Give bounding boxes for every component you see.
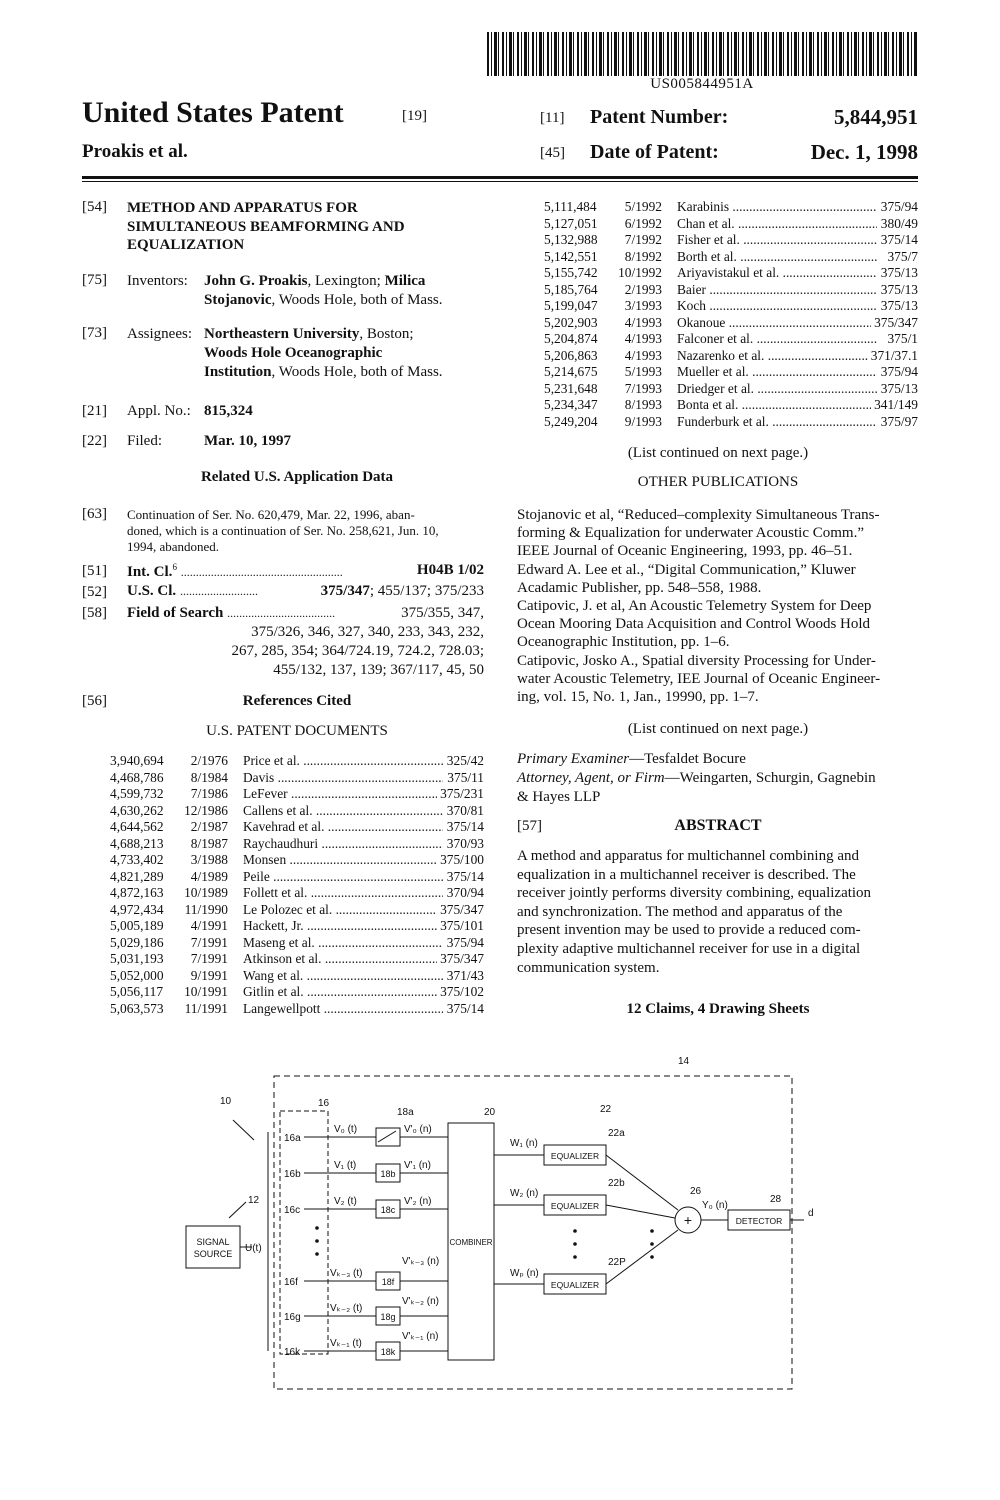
channel-out-label-5: V'ₖ₋₁ (n) xyxy=(402,1331,439,1342)
reference-row xyxy=(544,232,918,249)
ref-inventor: Fisher et al. ..... xyxy=(677,232,877,249)
ref-patent-number: 5,111,484 xyxy=(544,199,597,214)
ref-class: 375/100 xyxy=(437,852,484,869)
right-reference-table xyxy=(544,199,918,430)
ref-class: 371/37.1 xyxy=(868,348,918,365)
ref-patent-number: 5,031,193 xyxy=(110,951,164,966)
inid-code-75: [75] xyxy=(82,272,107,288)
ref-label-12: 12 xyxy=(248,1195,260,1206)
ref-class: 370/94 xyxy=(444,885,484,902)
reference-row xyxy=(544,397,918,414)
ref-patent-number: 5,005,189 xyxy=(110,918,164,933)
ref-class: 375/14 xyxy=(444,819,484,836)
ref-date: 2/1976 xyxy=(190,753,228,768)
ref-class: 375/14 xyxy=(444,1001,484,1018)
ref-date: 2/1993 xyxy=(624,281,662,297)
ref-class: 375/13 xyxy=(878,282,918,299)
ref-class: 375/13 xyxy=(878,381,918,398)
ref-patent-number: 4,468,786 xyxy=(110,769,164,785)
output-d-label: d xyxy=(808,1208,814,1219)
reference-row xyxy=(544,331,918,348)
inid-code-45: [45] xyxy=(540,145,565,161)
ref-date: 5/1992 xyxy=(624,199,662,214)
ref-date: 2/1987 xyxy=(190,819,228,834)
ref-inventor: Mueller et al. ..... xyxy=(677,364,877,381)
ref-date: 6/1992 xyxy=(624,215,662,231)
ref-class: 325/42 xyxy=(444,753,484,770)
ref-inventor: LeFever ..... xyxy=(243,786,443,803)
port-label-16k: 16k xyxy=(284,1347,301,1358)
ref-date: 4/1993 xyxy=(624,331,662,346)
ref-date: 3/1993 xyxy=(624,298,662,313)
ref-date: 4/1991 xyxy=(190,918,228,933)
invention-title: METHOD AND APPARATUS FOR SIMULTANEOUS BEAMFORMING AND EQUALIZATION xyxy=(127,200,405,253)
ref-class: 375/347 xyxy=(871,315,918,332)
ref-date: 8/1984 xyxy=(190,769,228,785)
ref-patent-number: 5,234,347 xyxy=(544,397,598,412)
ref-inventor: Hackett, Jr. ..... xyxy=(243,918,443,935)
reference-row xyxy=(544,282,918,299)
reference-row xyxy=(110,885,484,902)
ref-patent-number: 4,644,562 xyxy=(110,819,164,834)
ref-inventor: Funderburk et al. ..... xyxy=(677,414,877,431)
patent-date: Dec. 1, 1998 xyxy=(810,140,918,164)
ref-label-22b: 22b xyxy=(608,1178,625,1189)
barcode-number: US005844951A xyxy=(650,76,754,92)
sampler-label-18f: 18f xyxy=(381,1277,395,1287)
ref-class: 375/97 xyxy=(878,414,918,431)
reference-row xyxy=(110,852,484,869)
inventors: John G. Proakis, Lexington; Milica Stojanovic, Woods Hole, both of Mass. xyxy=(204,273,443,308)
ref-class: 375/14 xyxy=(878,232,918,249)
ref-patent-number: 5,185,764 xyxy=(544,281,598,297)
header-rule-thick xyxy=(82,176,918,179)
other-publications: Stojanovic et al, “Reduced–complexity Simultaneous Trans- forming & Equalization for underwater Acoustic Comm.” IEEE Journal of Oceanic Engineering, 1993, pp. 46–51. Edward A. Lee et al., “Digital Communication,” Kluwer Acadamic Publisher, pp. 548–558, 1988. Catipovic, J. et al, An Acoustic Telemetry System for Deep Ocean Mooring Data Acquisition and Control Woods Hold Oceanographic Institution, pp. 1–6. Catipovic, Josko A., Spatial diversity Processing for Under- water Acoustic Telemetry, IEE Journal of Oceanic Engineer- ing, vol. 15, No. 1, Jan., 19990, pp. 1–7. xyxy=(517,507,881,706)
ref-patent-number: 4,688,213 xyxy=(110,835,164,851)
reference-row xyxy=(110,753,484,770)
reference-row xyxy=(110,770,484,787)
inid-code-21: [21] xyxy=(82,403,107,419)
ref-inventor: Monsen ..... xyxy=(243,852,443,869)
ref-label-26: 26 xyxy=(690,1186,702,1197)
patent-title: United States Patent xyxy=(82,96,344,129)
ref-class: 375/11 xyxy=(444,770,484,787)
block-diagram xyxy=(182,1048,818,1398)
reference-row xyxy=(110,836,484,853)
sampler-label-18k: 18k xyxy=(380,1347,396,1357)
reference-row xyxy=(110,803,484,820)
ref-patent-number: 5,029,186 xyxy=(110,934,164,950)
ref-class: 375/13 xyxy=(878,265,918,282)
ref-inventor: Follett et al. ..... xyxy=(243,885,443,902)
inid-code-63: [63] xyxy=(82,506,107,522)
ref-class: 375/13 xyxy=(878,298,918,315)
ref-label-22: 22 xyxy=(600,1104,612,1115)
reference-row xyxy=(110,968,484,985)
ref-inventor: Langewellpott ..... xyxy=(243,1001,443,1018)
reference-row xyxy=(110,786,484,803)
header-rule-thin xyxy=(82,181,918,182)
examiner-block: Primary Examiner—Tesfaldet Bocure Attorney, Agent, or Firm—Weingarten, Schurgin, Gagnebin & Hayes LLP xyxy=(517,751,876,805)
inid-code-22: [22] xyxy=(82,433,107,449)
ref-date: 8/1992 xyxy=(624,248,662,264)
channel-in-label-3: Vₖ₋₃ (t) xyxy=(330,1268,363,1279)
ref-class: 375/94 xyxy=(444,935,484,952)
signal-source-box xyxy=(186,1226,240,1268)
detector-label: DETECTOR xyxy=(735,1216,783,1226)
reference-row xyxy=(110,819,484,836)
ref-class: 371/43 xyxy=(444,968,484,985)
ref-inventor: Callens et al. ..... xyxy=(243,803,443,820)
ref-patent-number: 5,199,047 xyxy=(544,298,598,313)
equalizer-label-1: EQUALIZER xyxy=(550,1151,600,1161)
int-cl: Int. Cl.$^6$ ...................................................... H04B 1/02 xyxy=(127,562,484,580)
channel-in-label-1: V₁ (t) xyxy=(334,1160,357,1171)
port-label-16g: 16g xyxy=(284,1312,301,1323)
ref-inventor: Okanoue ..... xyxy=(677,315,877,332)
channel-out-label-3: V'ₖ₋₃ (n) xyxy=(402,1256,440,1267)
port-label-16b: 16b xyxy=(284,1169,301,1180)
ref-date: 7/1993 xyxy=(624,380,662,396)
ref-label-20: 20 xyxy=(484,1107,496,1118)
inid-code-58: [58] xyxy=(82,605,107,621)
ref-class: 370/81 xyxy=(444,803,484,820)
ref-label-22a: 22a xyxy=(608,1128,625,1139)
ref-inventor: Ariyavistakul et al. ..... xyxy=(677,265,877,282)
ref-inventor: Kavehrad et al. ..... xyxy=(243,819,443,836)
reference-row xyxy=(110,1001,484,1018)
channel-out-label-0: V'₀ (n) xyxy=(404,1124,432,1135)
ref-inventor: Atkinson et al. ..... xyxy=(243,951,443,968)
patent-number-label: Patent Number: xyxy=(590,106,729,128)
ref-date: 8/1993 xyxy=(624,397,662,412)
ref-inventor: Bonta et al. ..... xyxy=(677,397,877,414)
inid-code-51: [51] xyxy=(82,563,107,579)
w2-label: W₂ (n) xyxy=(510,1188,539,1199)
ref-class: 375/7 xyxy=(884,249,918,266)
ref-class: 375/1 xyxy=(884,331,918,348)
ref-date: 10/1992 xyxy=(618,265,662,280)
inid-code-52: [52] xyxy=(82,584,107,600)
ref-inventor: Karabinis ..... xyxy=(677,199,877,216)
filed-date: Mar. 10, 1997 xyxy=(204,433,291,449)
channel-in-label-2: V₂ (t) xyxy=(334,1196,357,1207)
ref-date: 5/1993 xyxy=(624,364,662,379)
channel-out-label-2: V'₂ (n) xyxy=(404,1196,432,1207)
us-cl: U.S. Cl. .......................... 375/347; 455/137; 375/233 xyxy=(127,583,484,599)
ref-patent-number: 5,206,863 xyxy=(544,347,598,363)
ref-patent-number: 3,940,694 xyxy=(110,753,164,768)
ref-inventor: Nazarenko et al. ..... xyxy=(677,348,877,365)
signal-source-label-2: SOURCE xyxy=(193,1249,233,1259)
ref-patent-number: 5,249,204 xyxy=(544,413,598,429)
ref-class: 375/347 xyxy=(437,951,484,968)
reference-row xyxy=(110,951,484,968)
wp-label: Wₚ (n) xyxy=(510,1268,539,1279)
ref-date: 4/1993 xyxy=(624,314,662,330)
ref-class: 375/101 xyxy=(437,918,484,935)
switch-box-18a xyxy=(376,1128,400,1146)
reference-row xyxy=(110,984,484,1001)
assignees: Northeastern University, Boston; Woods Hole Oceanographic Institution, Woods Hole, both of Mass. xyxy=(204,326,443,380)
related-heading: Related U.S. Application Data xyxy=(200,469,394,485)
left-reference-table xyxy=(110,753,484,1017)
reference-row xyxy=(544,364,918,381)
reference-row xyxy=(544,216,918,233)
inid-code-11: [11] xyxy=(540,110,565,126)
ref-label-28: 28 xyxy=(770,1194,782,1205)
y0-label: Y₀ (n) xyxy=(702,1200,728,1211)
appl-no-label: Appl. No.: xyxy=(127,403,191,419)
ref-inventor: Driedger et al. ..... xyxy=(677,381,877,398)
ref-date: 9/1991 xyxy=(190,967,228,983)
ref-inventor: Peile ..... xyxy=(243,869,443,886)
reference-row xyxy=(110,902,484,919)
ref-date: 3/1988 xyxy=(190,852,228,867)
ref-patent-number: 4,972,434 xyxy=(110,901,164,917)
ref-date: 10/1991 xyxy=(184,984,228,999)
ref-inventor: Raychaudhuri ..... xyxy=(243,836,443,853)
channel-in-label-5: Vₖ₋₁ (t) xyxy=(330,1338,362,1349)
ref-date: 7/1991 xyxy=(190,951,228,966)
reference-row xyxy=(110,869,484,886)
ref-inventor: Gitlin et al. ..... xyxy=(243,984,443,1001)
ref-inventor: Le Polozec et al. ..... xyxy=(243,902,443,919)
port-label-16f: 16f xyxy=(284,1277,298,1288)
u-t-label: U(t) xyxy=(245,1243,262,1254)
ref-date: 7/1991 xyxy=(190,934,228,950)
channel-in-label-0: V₀ (t) xyxy=(334,1124,358,1135)
abstract-text: A method and apparatus for multichannel combining and equalization in a multichannel receiver is described. The receiver jointly performs diversity combining, equalization and synchronization. The method and apparatus of the present invention may be used to provide a reduced com- plexity adaptive multichannel receiver for use in a digital communication system. xyxy=(517,848,872,976)
authors: Proakis et al. xyxy=(82,141,188,162)
reference-row xyxy=(544,315,918,332)
ref-class: 375/94 xyxy=(878,364,918,381)
ref-date: 4/1989 xyxy=(190,868,228,884)
ref-inventor: Baier ..... xyxy=(677,282,877,299)
ref-patent-number: 5,204,874 xyxy=(544,331,598,346)
ref-inventor: Falconer et al. ..... xyxy=(677,331,877,348)
ref-patent-number: 4,630,262 xyxy=(110,802,164,818)
summing-plus: + xyxy=(683,1212,693,1228)
reference-row xyxy=(544,348,918,365)
ref-date: 4/1993 xyxy=(624,347,662,363)
claims-summary: 12 Claims, 4 Drawing Sheets xyxy=(626,1001,810,1017)
filed-label: Filed: xyxy=(127,433,163,449)
ref-class: 375/102 xyxy=(437,984,484,1001)
ref-inventor: Davis ..... xyxy=(243,770,443,787)
ref-inventor: Wang et al. ..... xyxy=(243,968,443,985)
ref-patent-number: 5,127,051 xyxy=(544,215,598,231)
ref-date: 12/1986 xyxy=(184,802,228,818)
ref-inventor: Koch ..... xyxy=(677,298,877,315)
field-of-search: Field of Search .................................... 375/355, 347, 375/326, 346, 327, 340, 233, 343, 232, 267, 285, 354; 364/724.19, 724.2, 728.03; 455/132, 137, 139; 367/117, 45, 50 xyxy=(127,605,484,678)
abstract-heading: ABSTRACT xyxy=(674,817,762,834)
ref-class: 375/14 xyxy=(444,869,484,886)
ref-label-10: 10 xyxy=(220,1096,232,1107)
ref-patent-number: 5,202,903 xyxy=(544,314,598,330)
reference-row xyxy=(110,935,484,952)
ref-label-16: 16 xyxy=(318,1098,330,1109)
ref-patent-number: 5,132,988 xyxy=(544,232,598,247)
signal-source-label-1: SIGNAL xyxy=(196,1237,230,1247)
assignees-label: Assignees: xyxy=(127,326,192,342)
ref-class: 370/93 xyxy=(444,836,484,853)
reference-row xyxy=(110,918,484,935)
date-label: Date of Patent: xyxy=(590,141,719,163)
ref-date: 8/1987 xyxy=(190,835,228,851)
barcode xyxy=(487,32,917,76)
port-label-16a: 16a xyxy=(284,1133,301,1144)
ref-inventor: Maseng et al. ..... xyxy=(243,935,443,952)
appl-no: 815,324 xyxy=(204,403,253,419)
ref-label-14: 14 xyxy=(678,1056,690,1067)
ref-patent-number: 4,872,163 xyxy=(110,885,164,900)
sampler-label-18b: 18b xyxy=(380,1169,396,1179)
inid-code-54: [54] xyxy=(82,199,107,215)
port-label-16c: 16c xyxy=(284,1205,301,1216)
reference-row xyxy=(544,265,918,282)
combiner-label: COMBINER xyxy=(449,1238,493,1247)
list-continued-pubs: (List continued on next page.) xyxy=(627,721,809,737)
channel-in-label-4: Vₖ₋₂ (t) xyxy=(330,1303,363,1314)
ref-inventor: Price et al. ..... xyxy=(243,753,443,770)
inid-code-73: [73] xyxy=(82,325,107,341)
ref-class: 375/231 xyxy=(437,786,484,803)
reference-row xyxy=(544,199,918,216)
reference-row xyxy=(544,249,918,266)
ref-patent-number: 4,599,732 xyxy=(110,786,164,801)
equalizer-label-p: EQUALIZER xyxy=(550,1280,600,1290)
ref-inventor: Borth et al. ..... xyxy=(677,249,877,266)
ref-date: 7/1986 xyxy=(190,786,228,801)
ref-date: 11/1990 xyxy=(184,901,228,917)
sampler-label-18g: 18g xyxy=(380,1312,396,1322)
inid-code-56: [56] xyxy=(82,693,107,709)
ref-patent-number: 5,056,117 xyxy=(110,984,164,999)
ref-patent-number: 5,231,648 xyxy=(544,380,598,396)
ref-class: 375/94 xyxy=(878,199,918,216)
reference-row xyxy=(544,381,918,398)
reference-row xyxy=(544,414,918,431)
ref-patent-number: 5,142,551 xyxy=(544,248,598,264)
ref-date: 11/1991 xyxy=(184,1000,228,1016)
ref-date: 10/1989 xyxy=(184,885,228,900)
ref-patent-number: 4,733,402 xyxy=(110,852,164,867)
references-heading: References Cited xyxy=(242,693,352,709)
ref-date: 7/1992 xyxy=(624,232,662,247)
ref-class: 375/347 xyxy=(437,902,484,919)
ref-patent-number: 5,063,573 xyxy=(110,1000,164,1016)
ref-patent-number: 4,821,289 xyxy=(110,868,164,884)
us-docs-heading: U.S. PATENT DOCUMENTS xyxy=(206,723,388,739)
inventors-label: Inventors: xyxy=(127,273,188,289)
ref-patent-number: 5,155,742 xyxy=(544,265,598,280)
ref-label-22p: 22P xyxy=(608,1257,626,1268)
ref-label-18a: 18a xyxy=(397,1107,414,1118)
list-continued-refs: (List continued on next page.) xyxy=(627,445,809,461)
channel-out-label-1: V'₁ (n) xyxy=(404,1160,431,1171)
ref-patent-number: 5,214,675 xyxy=(544,364,598,379)
ref-class: 341/149 xyxy=(871,397,918,414)
w1-label: W₁ (n) xyxy=(510,1138,538,1149)
continuation-data: Continuation of Ser. No. 620,479, Mar. 22, 1996, aban- doned, which is a continuation of Ser. No. 258,621, Jun. 10, 1994, abandoned. xyxy=(127,507,439,554)
reference-row xyxy=(544,298,918,315)
ref-inventor: Chan et al. ..... xyxy=(677,216,877,233)
equalizer-label-2: EQUALIZER xyxy=(550,1201,600,1211)
other-publications-heading: OTHER PUBLICATIONS xyxy=(637,474,799,490)
sampler-label-18c: 18c xyxy=(380,1205,396,1215)
inid-code-19: [19] xyxy=(402,108,427,124)
patent-number: 5,844,951 xyxy=(834,105,918,129)
channel-out-label-4: V'ₖ₋₂ (n) xyxy=(402,1296,439,1307)
ref-patent-number: 5,052,000 xyxy=(110,967,164,983)
ref-class: 380/49 xyxy=(878,216,918,233)
inid-code-57: [57] xyxy=(517,818,542,834)
ref-date: 9/1993 xyxy=(624,413,662,429)
